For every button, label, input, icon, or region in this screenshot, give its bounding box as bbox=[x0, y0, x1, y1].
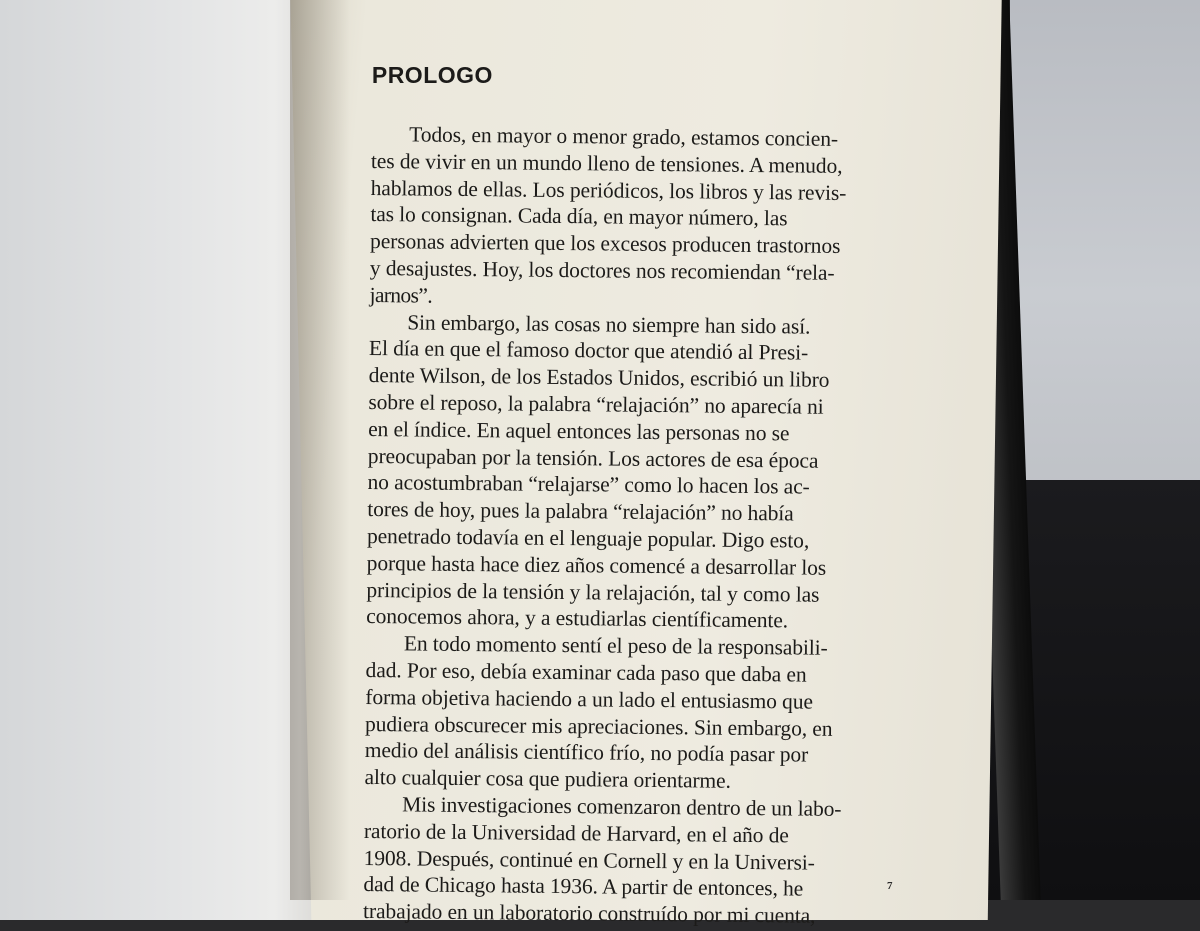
text-line: En todo momento sentí el peso de la responsabili- bbox=[403, 631, 828, 660]
text-line: personas advierten que los excesos producen trastornos bbox=[369, 229, 841, 259]
background-wall bbox=[1010, 0, 1200, 490]
text-line: forma objetiva haciendo a un lado el entusiasmo que bbox=[365, 684, 814, 714]
text-line: pudiera obscurecer mis apreciaciones. Sin embargo, en bbox=[364, 711, 833, 741]
text-line: Mis investigaciones comenzaron dentro de un labo- bbox=[402, 792, 842, 821]
text-line: tores de hoy, pues la palabra “relajación” no había bbox=[367, 497, 794, 526]
text-line: ratorio de la Universidad de Harvard, en el año de bbox=[363, 818, 789, 848]
text-line: dad de Chicago hasta 1936. A partir de entonces, he bbox=[363, 872, 804, 901]
page-heading: PROLOGO bbox=[371, 61, 493, 88]
page-shadow bbox=[290, 0, 350, 900]
text-line: hablamos de ellas. Los periódicos, los libros y las revis- bbox=[370, 175, 847, 205]
left-page bbox=[0, 0, 325, 920]
paragraphs bbox=[363, 121, 931, 931]
page-text bbox=[363, 62, 932, 931]
text-line: y desajustes. Hoy, los doctores nos recomiendan “rela- bbox=[369, 255, 835, 285]
text-line: dad. Por eso, debía examinar cada paso que daba en bbox=[365, 657, 807, 687]
text-line: tes de vivir en un mundo lleno de tensiones. A menudo, bbox=[370, 148, 843, 178]
text-line: Sin embargo, las cosas no siempre han sido así. bbox=[407, 309, 811, 339]
paragraph bbox=[364, 630, 926, 797]
text-line: jarnos”. bbox=[369, 282, 433, 308]
text-line: conocemos ahora, y a estudiarlas científicamente. bbox=[366, 604, 789, 633]
text-line: alto cualquier cosa que pudiera orientarme. bbox=[364, 765, 731, 793]
paragraph bbox=[369, 121, 931, 314]
text-line: porque hasta hace diez años comencé a desarrollar los bbox=[366, 550, 827, 580]
paragraph bbox=[363, 791, 924, 931]
text-line: dente Wilson, de los Estados Unidos, escribió un libro bbox=[368, 363, 830, 392]
text-line: tas lo consignan. Cada día, en mayor número, las bbox=[370, 202, 788, 231]
text-line: principios de la tensión y la relajación, tal y como las bbox=[366, 577, 820, 607]
text-line: preocupaban por la tensión. Los actores de esa época bbox=[367, 443, 819, 473]
text-line: penetrado todavía en el lenguaje popular. Digo esto, bbox=[366, 523, 810, 553]
paragraph bbox=[366, 309, 929, 636]
text-line: 1908. Después, continué en Cornell y en la Universi- bbox=[363, 845, 815, 875]
text-line: medio del análisis científico frío, no podía pasar por bbox=[364, 738, 809, 767]
text-line: sobre el reposo, la palabra “relajación” no aparecía ni bbox=[368, 389, 824, 419]
text-line: trabajado en un laboratorio construído por mi cuenta, bbox=[362, 899, 816, 928]
text-line: El día en que el famoso doctor que atendió al Presi- bbox=[368, 336, 809, 365]
text-line: Todos, en mayor o menor grado, estamos concien- bbox=[409, 122, 839, 151]
page-number: 7 bbox=[887, 880, 893, 892]
text-line: no acostumbraban “relajarse” como lo hacen los ac- bbox=[367, 470, 810, 499]
text-line: en el índice. En aquel entonces las personas no se bbox=[368, 416, 790, 446]
